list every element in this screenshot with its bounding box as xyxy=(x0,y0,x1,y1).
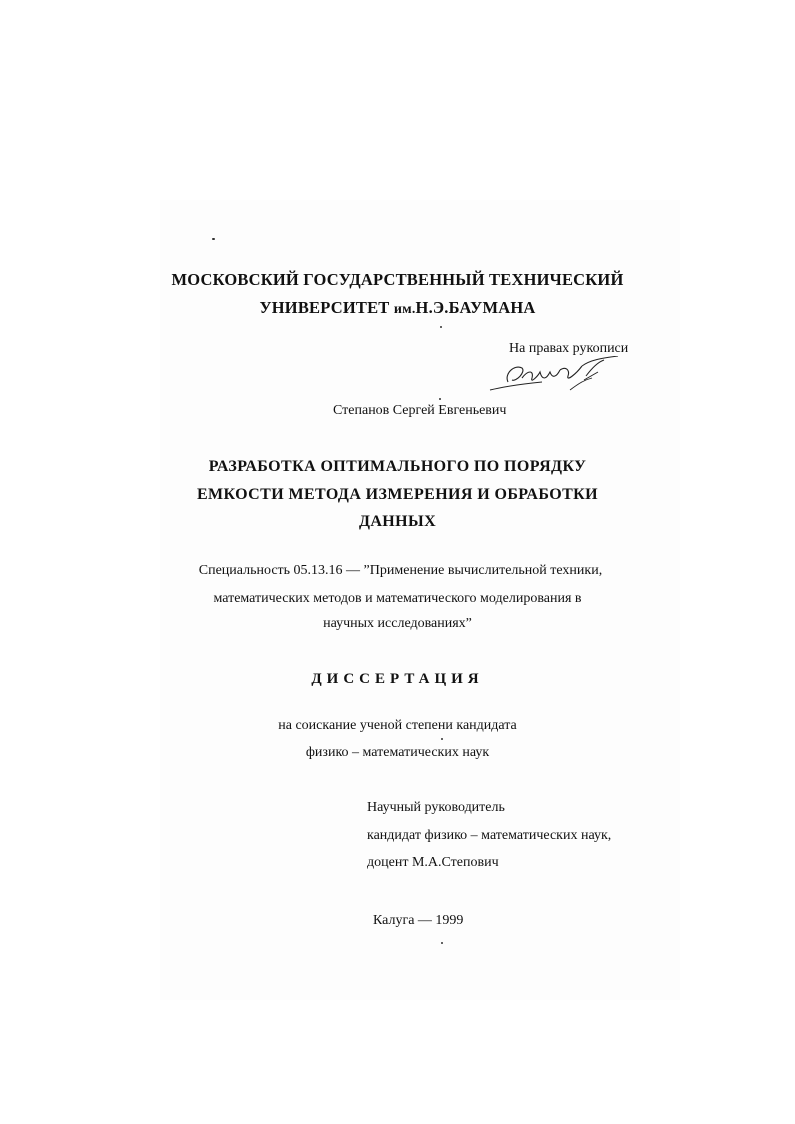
university-line-1: МОСКОВСКИЙ ГОСУДАРСТВЕННЫЙ ТЕХНИЧЕСКИЙ xyxy=(171,270,624,289)
advisor-line-1: Научный руководитель xyxy=(367,800,505,815)
degree-line-2: физико – математических наук xyxy=(305,745,490,760)
specialty-line-3: научных исследованиях” xyxy=(323,616,472,631)
degree-line-1: на соискание ученой степени кандидата xyxy=(278,718,517,733)
university-line-2-start: УНИВЕРСИТЕТ xyxy=(259,298,394,317)
specialty-line-2: математических методов и математического моделирования в xyxy=(213,591,582,606)
dissertation-title-line-3: ДАННЫХ xyxy=(358,513,437,530)
dissertation-title-line-2: ЕМКОСТИ МЕТОДА ИЗМЕРЕНИЯ И ОБРАБОТКИ xyxy=(196,486,599,503)
work-type-label: ДИССЕРТАЦИЯ xyxy=(311,671,484,687)
scan-speck xyxy=(441,738,443,740)
specialty-line-1: Специальность 05.13.16 — ”Применение вычислительной техники, xyxy=(198,563,603,578)
advisor-line-3: доцент М.А.Степович xyxy=(367,855,499,870)
city-year: Калуга — 1999 xyxy=(373,913,464,928)
dissertation-title-line-1: РАЗРАБОТКА ОПТИМАЛЬНОГО ПО ПОРЯДКУ xyxy=(208,458,587,475)
university-line-2-small: им. xyxy=(393,302,416,317)
handwritten-signature xyxy=(486,356,626,396)
scan-speck xyxy=(439,398,441,400)
university-line-2-end: Н.Э.БАУМАНА xyxy=(415,298,536,317)
scan-speck xyxy=(212,238,215,240)
scan-speck xyxy=(441,942,443,944)
author-name: Степанов Сергей Евгеньевич xyxy=(333,403,507,418)
manuscript-rights-note: На правах рукописи xyxy=(509,341,629,356)
scan-speck xyxy=(440,326,442,328)
advisor-line-2: кандидат физико – математических наук, xyxy=(367,828,612,843)
university-line-2 xyxy=(0,298,795,318)
